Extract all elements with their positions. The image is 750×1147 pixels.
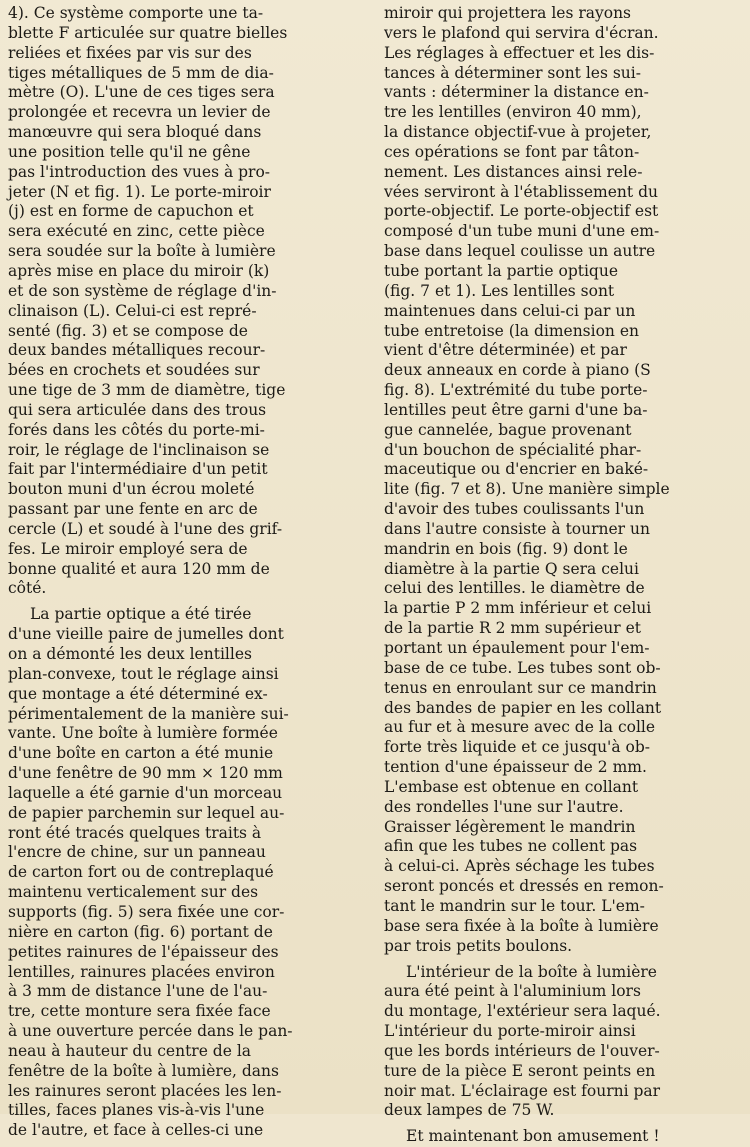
text-line: sera soudée sur la boîte à lumière <box>8 242 276 261</box>
text-line: tenus en enroulant sur ce mandrin <box>384 678 657 697</box>
text-line: Graisser légèrement le mandrin <box>384 817 636 836</box>
text-line: petites rainures de l'épaisseur des <box>8 942 279 961</box>
paragraph <box>384 4 746 957</box>
text-line: laquelle a été garnie d'un morceau <box>8 783 283 802</box>
text-line: du montage, l'extérieur sera laqué. <box>384 1002 661 1021</box>
text-line: des rondelles l'une sur l'autre. <box>384 797 624 816</box>
text-line: ront été tracés quelques traits à <box>8 823 262 842</box>
text-line: une tige de 3 mm de diamètre, tige <box>8 381 286 400</box>
text-line: composé d'un tube muni d'une em- <box>384 222 660 241</box>
text-line: Les réglages à effectuer et les dis- <box>384 43 655 62</box>
text-line: sera exécuté en zinc, cette pièce <box>8 222 265 241</box>
text-line: blette F articulée sur quatre bielles <box>8 23 288 42</box>
text-line: L'intérieur du porte-miroir ainsi <box>384 1022 636 1041</box>
text-line: qui sera articulée dans des trous <box>8 400 267 419</box>
text-line: tube entretoise (la dimension en <box>384 321 639 340</box>
text-line: base dans lequel coulisse un autre <box>384 242 656 261</box>
text-line: une position telle qu'il ne gêne <box>8 142 251 161</box>
text-line: d'un bouchon de spécialité phar- <box>384 440 642 459</box>
text-line: au fur et à mesure avec de la colle <box>384 718 656 737</box>
text-line: lentilles, rainures placées environ <box>8 962 275 981</box>
paragraph <box>8 4 370 599</box>
text-line: deux bandes métalliques recour- <box>8 341 266 360</box>
text-line: aura été peint à l'aluminium lors <box>384 982 641 1001</box>
text-line: des bandes de papier en les collant <box>384 698 662 717</box>
text-line: après mise en place du miroir (k) <box>8 261 270 280</box>
text-line: plan-convexe, tout le réglage ainsi <box>8 664 279 683</box>
text-line: forte très liquide et ce jusqu'à ob- <box>384 738 650 757</box>
text-line: bonne qualité et aura 120 mm de <box>8 559 270 578</box>
text-line: tances à déterminer sont les sui- <box>384 63 641 82</box>
text-line: la distance objectif-vue à projeter, <box>384 123 652 142</box>
text-line: fig. 8). L'extrémité du tube porte- <box>384 381 648 400</box>
text-line: on a démonté les deux lentilles <box>8 645 252 663</box>
text-line: gue cannelée, bague provenant <box>384 420 632 439</box>
text-line: bouton muni d'un écrou moleté <box>8 480 255 499</box>
text-line: fait par l'intermédiaire d'un petit <box>8 460 268 479</box>
text-line: tube portant la partie optique <box>384 261 619 280</box>
text-line: ture de la pièce E seront peints en <box>384 1061 656 1080</box>
text-line: passant par une fente en arc de <box>8 500 258 519</box>
text-line: diamètre à la partie Q sera celui <box>384 559 639 578</box>
paragraph <box>8 605 370 1141</box>
text-line: base de ce tube. Les tubes sont ob- <box>384 658 661 677</box>
text-line: prolongée et recevra un levier de <box>8 103 271 122</box>
text-line: portant un épaulement pour l'em- <box>384 639 650 657</box>
text-line: dans l'autre consiste à tourner un <box>384 519 650 538</box>
text-line: La partie optique a été tirée <box>30 605 252 624</box>
text-line: mètre (O). L'une de ces tiges sera <box>8 83 275 102</box>
text-line: de l'autre, et face à celles-ci une <box>8 1121 264 1140</box>
text-line: supports (fig. 5) sera fixée une cor- <box>8 902 285 921</box>
text-line: ces opérations se font par tâton- <box>384 142 640 161</box>
text-line: tilles, faces planes vis-à-vis l'une <box>8 1101 265 1120</box>
left-column <box>8 4 370 1140</box>
text-line: L'embase est obtenue en collant <box>384 777 639 796</box>
paragraph <box>384 963 746 1122</box>
text-line: maintenues dans celui-ci par un <box>384 301 636 320</box>
text-line: d'avoir des tubes coulissants l'un <box>384 500 645 519</box>
text-line: vante. Une boîte à lumière formée <box>8 724 278 743</box>
text-line: lentilles peut être garni d'une ba- <box>384 400 648 419</box>
text-line: base sera fixée à la boîte à lumière <box>384 916 659 935</box>
text-line: les rainures seront placées les len- <box>8 1081 282 1100</box>
text-line: que les bords intérieurs de l'ouver- <box>384 1041 660 1060</box>
text-line: vants : déterminer la distance en- <box>384 83 649 102</box>
text-line: afin que les tubes ne collent pas <box>384 837 638 856</box>
text-line: que montage a été déterminé ex- <box>8 684 268 703</box>
text-line: nière en carton (fig. 6) portant de <box>8 922 273 941</box>
paragraph <box>384 1127 746 1147</box>
text-line: noir mat. L'éclairage est fourni par <box>384 1081 661 1100</box>
text-line: d'une vieille paire de jumelles dont <box>8 625 284 644</box>
text-line: bées en crochets et soudées sur <box>8 361 260 380</box>
text-line: jeter (N et fig. 1). Le porte-miroir <box>8 182 271 201</box>
text-line: Et maintenant bon amusement ! <box>406 1127 660 1146</box>
text-line: maintenu verticalement sur des <box>8 883 259 902</box>
text-line: mandrin en bois (fig. 9) dont le <box>384 539 628 558</box>
text-line: tre les lentilles (environ 40 mm), <box>384 103 642 122</box>
text-line: (j) est en forme de capuchon et <box>8 202 254 221</box>
text-line: côté. <box>8 579 47 598</box>
text-line: l'encre de chine, sur un panneau <box>8 843 266 862</box>
text-line: (fig. 7 et 1). Les lentilles sont <box>384 281 615 300</box>
text-line: vers le plafond qui servira d'écran. <box>384 23 659 42</box>
text-line: L'intérieur de la boîte à lumière <box>406 962 657 981</box>
text-line: porte-objectif. Le porte-objectif est <box>384 202 659 221</box>
text-line: fenêtre de la boîte à lumière, dans <box>8 1061 279 1080</box>
text-line: tant le mandrin sur le tour. L'em- <box>384 896 645 915</box>
text-line: senté (fig. 3) et se compose de <box>8 321 248 340</box>
text-line: maceutique ou d'encrier en baké- <box>384 460 649 479</box>
text-line: miroir qui projettera les rayons <box>384 4 632 22</box>
text-line: reliées et fixées par vis sur des <box>8 43 252 62</box>
text-line: à une ouverture percée dans le pan- <box>8 1022 293 1041</box>
text-line: périmentalement de la manière sui- <box>8 704 289 723</box>
text-line: manœuvre qui sera bloqué dans <box>8 123 262 142</box>
text-line: de la partie R 2 mm supérieur et <box>384 619 642 638</box>
text-line: neau à hauteur du centre de la <box>8 1041 252 1060</box>
text-line: seront poncés et dressés en remon- <box>384 877 664 896</box>
text-line: roir, le réglage de l'inclinaison se <box>8 440 270 459</box>
text-line: d'une boîte en carton a été munie <box>8 744 274 763</box>
text-line: à 3 mm de distance l'une de l'au- <box>8 982 268 1001</box>
text-line: clinaison (L). Celui-ci est repré- <box>8 301 257 320</box>
text-line: celui des lentilles. le diamètre de <box>384 579 645 598</box>
text-line: tre, cette monture sera fixée face <box>8 1002 271 1021</box>
text-line: tiges métalliques de 5 mm de dia- <box>8 63 274 82</box>
text-line: lite (fig. 7 et 8). Une manière simple <box>384 480 670 499</box>
text-line: à celui-ci. Après séchage les tubes <box>384 857 655 876</box>
text-line: deux lampes de 75 W. <box>384 1101 555 1120</box>
right-column <box>384 4 746 1146</box>
text-line: fes. Le miroir employé sera de <box>8 539 248 558</box>
text-line: deux anneaux en corde à piano (S <box>384 361 651 380</box>
text-line: vient d'être déterminée) et par <box>384 341 627 360</box>
text-line: tention d'une épaisseur de 2 mm. <box>384 758 647 777</box>
text-line: de papier parchemin sur lequel au- <box>8 803 285 822</box>
text-line: cercle (L) et soudé à l'une des grif- <box>8 519 283 538</box>
text-line: la partie P 2 mm inférieur et celui <box>384 599 652 618</box>
text-line: vées serviront à l'établissement du <box>384 182 658 201</box>
text-line: d'une fenêtre de 90 mm × 120 mm <box>8 764 283 783</box>
text-line: forés dans les côtés du porte-mi- <box>8 420 265 439</box>
text-line: pas l'introduction des vues à pro- <box>8 162 271 181</box>
text-line: par trois petits boulons. <box>384 936 573 955</box>
text-line: 4). Ce système comporte une ta- <box>8 4 264 22</box>
text-line: de carton fort ou de contreplaqué <box>8 863 274 882</box>
text-line: nement. Les distances ainsi rele- <box>384 162 643 181</box>
text-line: et de son système de réglage d'in- <box>8 281 277 300</box>
